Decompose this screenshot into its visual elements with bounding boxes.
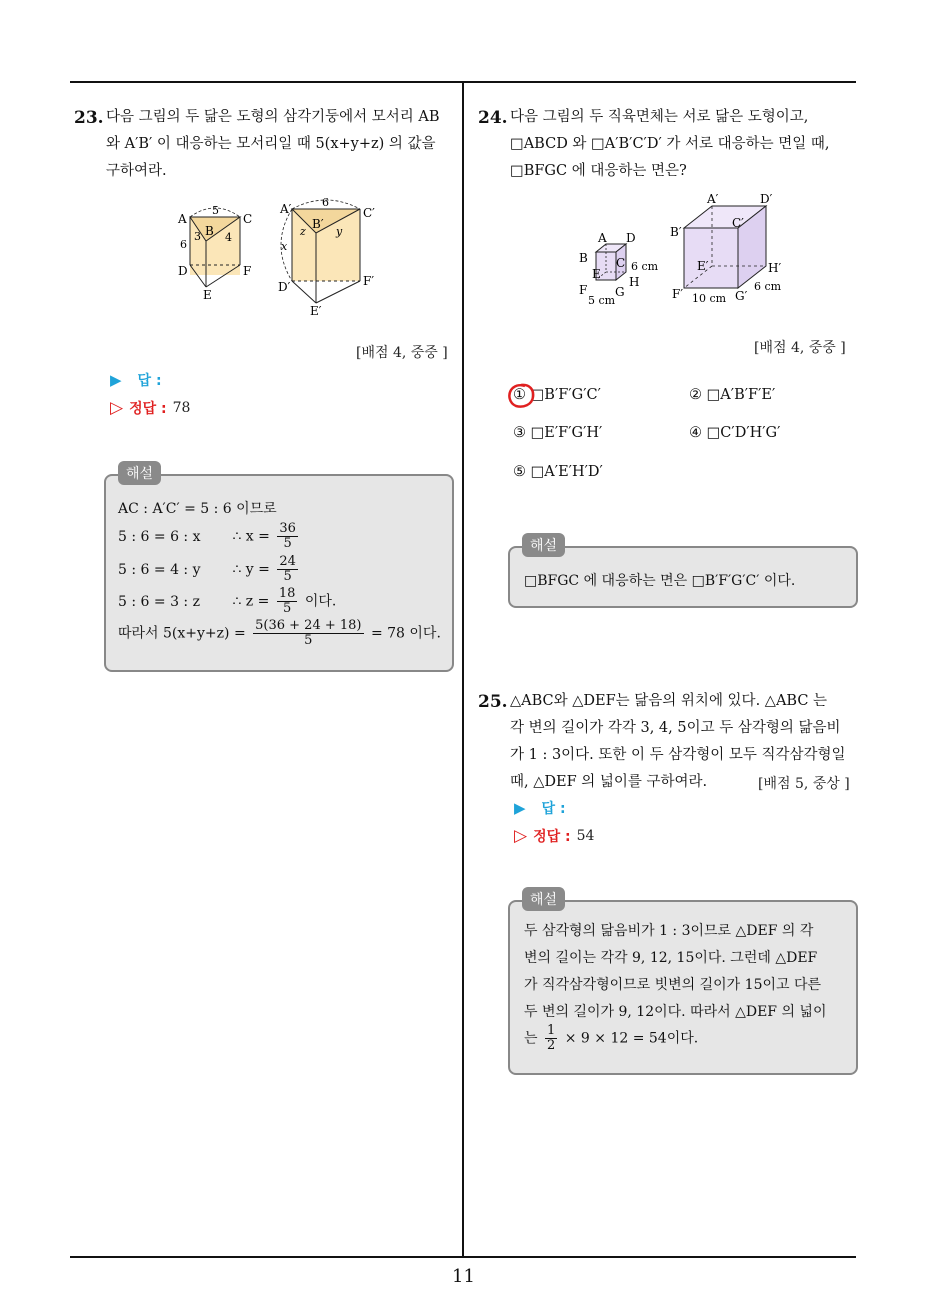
fig-label: H: [629, 275, 640, 289]
small-cuboid: [579, 231, 659, 307]
explanation-line: [118, 555, 301, 584]
prefix: 는: [524, 1030, 538, 1047]
large-prism: [278, 196, 375, 318]
fig-label: H′: [768, 261, 782, 275]
explanation-box: [508, 900, 858, 1075]
column-divider: [462, 83, 464, 1258]
fraction: $\frac{5(36 + 24 + 18)}{5}$: [255, 618, 362, 648]
fraction: $\frac{18}{5}$: [278, 586, 296, 616]
question-line: △ABC와 △DEF는 닮음의 위치에 있다. △ABC 는: [510, 693, 828, 709]
fig-label: G′: [735, 289, 748, 303]
fig-label: y: [336, 225, 343, 238]
fig-label: B′: [312, 217, 324, 231]
selected-circle-icon: [506, 382, 536, 410]
fig-label: 4: [225, 231, 232, 244]
explanation-line: 두 변의 길이가 9, 12이다. 따라서 △DEF 의 넓이: [524, 1004, 827, 1020]
question-line: 때, △DEF 의 넓이를 구하여라.: [510, 774, 708, 790]
fig-label: z: [300, 225, 306, 238]
explanation-box: [104, 474, 454, 672]
ratio-text: AC : A′C′ = 5 : 6 이므로: [118, 501, 277, 517]
therefore: ∴ x =: [232, 528, 270, 545]
explanation-line: 변의 길이는 각각 9, 12, 15이다. 그런데 △DEF: [524, 950, 818, 966]
fig-label: 6 cm: [631, 260, 659, 273]
suffix: × 9 × 12 = 54이다.: [564, 1030, 699, 1047]
correct-answer-row: [110, 398, 190, 418]
score-meta: [배점 5, 중상 ]: [758, 776, 850, 792]
fig-label: A: [178, 212, 187, 226]
question-line: 다음 그림의 두 닮은 도형의 삼각기둥에서 모서리 AB: [106, 109, 440, 125]
correct-answer-row: [514, 826, 594, 846]
fig-label: C′: [363, 206, 375, 220]
prism-figure: [170, 195, 390, 320]
question-line: 다음 그림의 두 직육면체는 서로 닮은 도형이고,: [510, 109, 809, 125]
fig-label: C: [243, 212, 253, 226]
suffix: = 78 이다.: [370, 625, 441, 642]
play-triangle-icon: ▶: [514, 799, 526, 817]
outline-triangle-icon: ▷: [514, 826, 528, 846]
fraction: $\frac{36}{5}$: [279, 521, 296, 551]
cuboid-figure: [572, 192, 792, 312]
answer-label: 답 :: [541, 801, 566, 817]
fig-label: F: [243, 264, 252, 278]
answer-label: 답 :: [137, 373, 162, 389]
fig-label: 5: [212, 204, 219, 217]
explanation-line: [118, 587, 336, 616]
fig-label: D: [178, 264, 188, 278]
explanation-line: [118, 498, 277, 518]
fig-label: F: [579, 283, 588, 297]
explanation-tag: 해설: [522, 887, 565, 911]
fig-label: A′: [707, 192, 719, 206]
fig-label: D: [626, 231, 636, 245]
question-line: 구하여라.: [106, 163, 167, 179]
fig-label: 6: [180, 238, 187, 251]
fig-label: E: [203, 288, 212, 302]
bottom-rule: [70, 1256, 856, 1258]
explanation-tag: 해설: [522, 533, 565, 557]
therefore: ∴ z =: [232, 593, 270, 610]
option-5[interactable]: ⑤ □A′E′H′D′: [513, 464, 603, 480]
score-meta: [배점 4, 중중 ]: [356, 345, 448, 361]
correct-label: 정답 :: [129, 401, 167, 417]
fig-label: E: [592, 267, 601, 281]
correct-value: 54: [576, 828, 595, 844]
suffix: 이다.: [304, 593, 337, 610]
fig-label: D′: [760, 192, 773, 206]
answer-row: [110, 370, 162, 390]
large-cuboid: [670, 192, 782, 305]
option-2[interactable]: ② □A′B′F′E′: [689, 387, 776, 403]
question-number: 23.: [74, 108, 104, 128]
fig-label: B: [579, 251, 588, 265]
page-number: 11: [452, 1266, 475, 1287]
fig-label: F′: [672, 287, 684, 301]
option-3[interactable]: ③ □E′F′G′H′: [513, 425, 603, 441]
fig-label: G: [615, 285, 625, 299]
fig-label: 3: [194, 230, 201, 243]
outline-triangle-icon: ▷: [110, 398, 124, 418]
question-line: 와 A′B′ 이 대응하는 모서리일 때 5(x+y+z) 의 값을: [106, 136, 436, 152]
fig-label: x: [281, 240, 288, 253]
fraction: $\frac{1}{2}$: [546, 1023, 556, 1053]
fig-label: 6: [322, 196, 329, 209]
explanation-line: [118, 619, 441, 648]
question-number: 24.: [478, 108, 508, 128]
equation: 5 : 6 = 3 : z: [118, 593, 200, 610]
question-number: 25.: [478, 692, 508, 712]
correct-value: 78: [172, 400, 191, 416]
explanation-tag: 해설: [118, 461, 161, 485]
explanation-line: [118, 522, 301, 551]
question-line: □BFGC 에 대응하는 면은?: [510, 163, 687, 179]
fig-label: F′: [363, 274, 375, 288]
fig-label: C′: [732, 216, 744, 230]
play-triangle-icon: ▶: [110, 371, 122, 389]
score-meta: [배점 4, 중중 ]: [754, 340, 846, 356]
answer-row: [514, 798, 566, 818]
explanation-line: 두 삼각형의 닮음비가 1 : 3이므로 △DEF 의 각: [524, 923, 814, 939]
small-prism: [177, 204, 252, 302]
question-line: □ABCD 와 □A′B′C′D′ 가 서로 대응하는 면일 때,: [510, 136, 830, 152]
question-line: 각 변의 길이가 각각 3, 4, 5이고 두 삼각형의 닮음비: [510, 720, 841, 736]
correct-label: 정답 :: [533, 829, 571, 845]
therefore: ∴ y =: [232, 561, 270, 578]
fig-label: 10 cm: [692, 292, 727, 305]
explanation-line: □BFGC 에 대응하는 면은 □B′F′G′C′ 이다.: [524, 573, 796, 589]
option-1[interactable]: ① □B′F′G′C′: [513, 387, 601, 403]
fig-label: B: [205, 224, 214, 238]
fig-label: D′: [278, 280, 291, 294]
equation: 5 : 6 = 4 : y: [118, 561, 201, 578]
fig-label: B′: [670, 225, 682, 239]
fig-label: 6 cm: [754, 280, 782, 293]
fig-label: A: [598, 231, 607, 245]
fraction: $\frac{24}{5}$: [279, 554, 296, 584]
fig-label: 5 cm: [588, 294, 616, 307]
fig-label: E′: [310, 304, 322, 318]
fig-label: C: [616, 256, 626, 270]
explanation-line: [524, 1024, 698, 1053]
question-line: 가 1 : 3이다. 또한 이 두 삼각형이 모두 직각삼각형일: [510, 747, 846, 763]
option-4[interactable]: ④ □C′D′H′G′: [689, 425, 781, 441]
explanation-line: 가 직각삼각형이므로 빗변의 길이가 15이고 다른: [524, 977, 822, 993]
equation: 따라서 5(x+y+z) =: [118, 625, 246, 642]
equation: 5 : 6 = 6 : x: [118, 528, 201, 545]
fig-label: E′: [697, 259, 709, 273]
fig-label: A′: [280, 202, 292, 216]
